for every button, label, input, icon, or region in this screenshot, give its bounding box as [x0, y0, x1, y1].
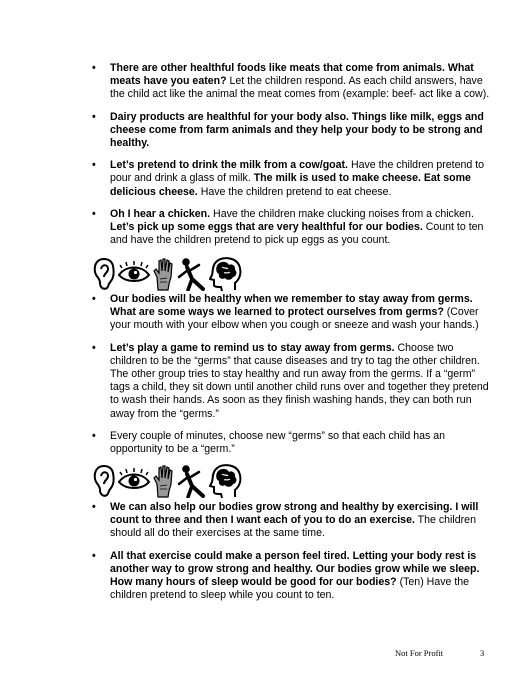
section-foods: [92, 62, 492, 247]
eye-icon: [117, 468, 151, 494]
bullet-item: [92, 342, 492, 421]
bullet-mark: •: [92, 341, 96, 354]
body-text: The children should all do their exercises at the same time.: [110, 514, 476, 540]
bold-text: Let’s pretend to drink the milk from a cow/goat.: [110, 159, 348, 172]
bold-text: Oh I hear a chicken.: [110, 207, 211, 220]
bullet-item: [92, 293, 492, 333]
bold-text: Let’s pick up some eggs that are very healthful for our bodies.: [110, 221, 423, 234]
bullet-item: [92, 159, 492, 199]
section-germs: [92, 293, 492, 456]
bullet-item: [92, 550, 492, 603]
bullet-mark: •: [92, 293, 96, 305]
body-text: Count to ten and have the children pretend to pick up eggs as you count.: [110, 221, 484, 247]
body-text: Every couple of minutes, choose new “germs” so that each child has an opportunity to be a “germ.”: [110, 429, 446, 456]
bullet-mark: •: [92, 549, 96, 562]
body-text: Let the children respond. As each child answers, have the child act like the animal the meat comes from (example: beef- act like a cow).: [110, 75, 490, 101]
bullet-mark: •: [92, 62, 96, 74]
bullet-item: [92, 208, 492, 248]
brain-head-icon: [209, 463, 243, 499]
bullet-mark: •: [92, 501, 96, 513]
hand-icon: [153, 464, 175, 498]
senses-icon-row: [93, 256, 243, 292]
hand-icon: [153, 257, 175, 291]
body-text: (Ten) Have the children pretend to sleep while you count to ten.: [110, 576, 470, 602]
bullet-mark: •: [92, 207, 96, 220]
bullet-mark: •: [92, 110, 96, 123]
bold-text: The milk is used to make cheese. Eat some delicious cheese.: [110, 172, 471, 198]
bold-text: Dairy products are healthful for your body also. Things like milk, eggs and cheese come from farm animals and they help your body to be strong and healthy.: [110, 110, 484, 150]
bullet-mark: •: [92, 429, 96, 442]
bullet-item: [92, 62, 492, 102]
bullet-item: [92, 430, 492, 456]
body-text: Have the children make clucking noises from a chicken.: [210, 207, 474, 220]
body-text: Have the children pretend to pour and drink a glass of milk.: [110, 159, 485, 185]
ear-icon: [93, 257, 115, 291]
bullet-item: [92, 111, 492, 151]
eye-icon: [117, 261, 151, 287]
body-text: Choose two children to be the “germs” that cause diseases and try to tag the other children. The other group tries to stay healthy and run away from the germs. If a “germ” tags a child, they sit down until another child runs over and together they pretend to wash their hands. As soon as they finish washing hands, they can both run away from the “germs.”: [110, 341, 489, 420]
bold-text: We can also help our bodies grow strong and healthy by exercising. I will count to three and then I want each of you to do an exercise.: [110, 501, 479, 527]
bold-text: Let’s play a game to remind us to stay away from germs.: [110, 341, 395, 354]
ear-icon: [93, 464, 115, 498]
bullet-mark: •: [92, 159, 96, 172]
senses-icon-row-2: [93, 463, 243, 499]
exercise-figure-icon: [177, 257, 207, 291]
bullet-item: [92, 501, 492, 541]
page-number: 3: [480, 648, 485, 658]
section-exercise: [92, 501, 492, 602]
body-text: Have the children pretend to eat cheese.: [197, 185, 392, 198]
body-text: (Cover your mouth with your elbow when you cough or sneeze and wash your hands.): [110, 306, 479, 332]
brain-head-icon: [209, 256, 243, 292]
bold-text: There are other healthful foods like meats that come from animals. What meats have you eaten?: [110, 62, 474, 88]
bold-text: All that exercise could make a person feel tired. Letting your body rest is another way to grow strong and healthy. Our bodies grow while we sleep. How many hours of sleep would be good for our bodies?: [110, 549, 480, 589]
exercise-figure-icon: [177, 464, 207, 498]
bold-text: Our bodies will be healthy when we remember to stay away from germs. What are some ways we learned to protect ourselves from germs?: [110, 293, 473, 319]
footer-note: Not For Profit: [395, 648, 444, 658]
